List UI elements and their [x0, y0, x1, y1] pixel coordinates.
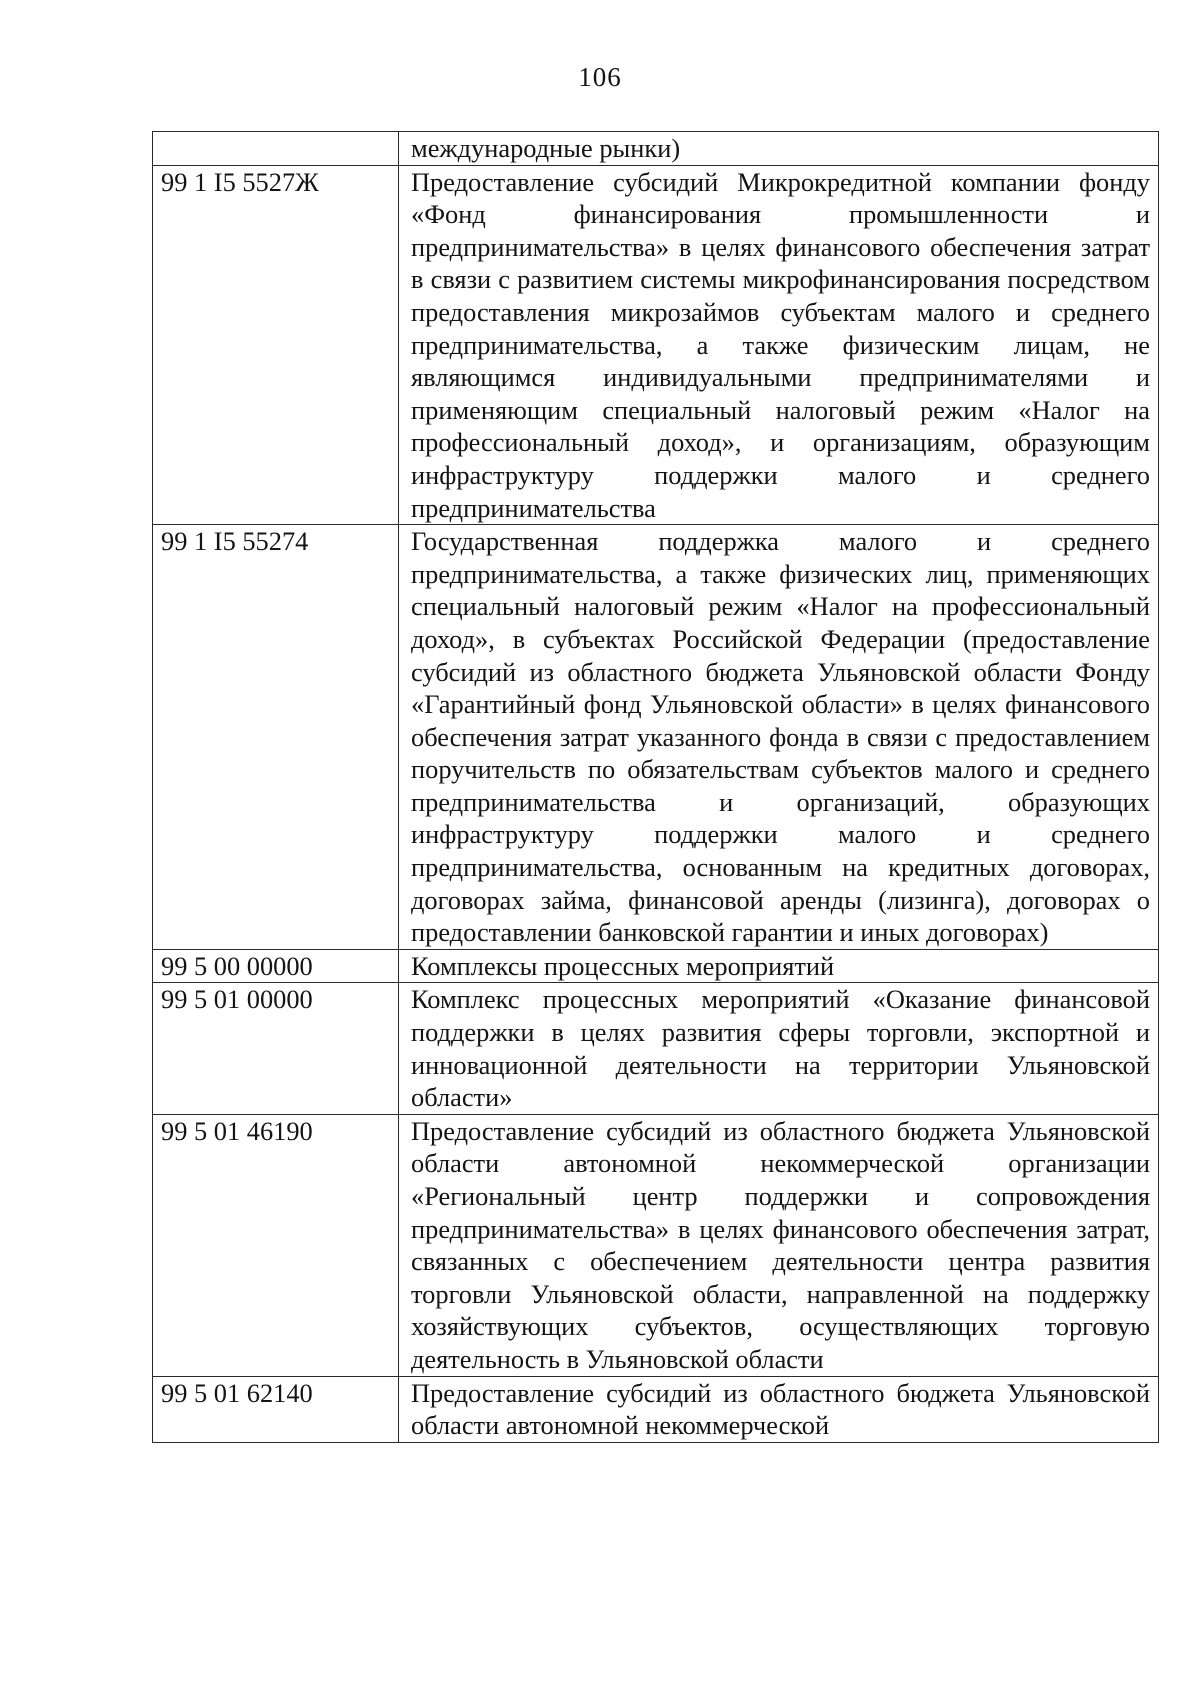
table-row	[153, 1114, 1159, 1376]
table-row	[153, 165, 1159, 525]
table-row	[153, 1376, 1159, 1442]
table-row	[153, 949, 1159, 983]
description-cell: Комплекс процессных мероприятий «Оказание финансовой поддержки в целях развития сферы торговли, экспортной и инновационной деятельности на территории Ульяновской области»	[399, 983, 1159, 1114]
code-cell	[153, 132, 399, 166]
description-cell: Предоставление субсидий Микрокредитной компании фонду «Фонд финансирования промышленности и предпринимательства» в целях финансового обеспечения затрат в связи с развитием системы микрофинансирования посредством предоставления микрозаймов субъектам малого и среднего предпринимательства, а также физическим лицам, не являющимся индивидуальными предпринимателями и применяющим специальный налоговый режим «Налог на профессиональный доход», и организациям, образующим инфраструктуру поддержки малого и среднего предпринимательства	[399, 165, 1159, 525]
description-cell: Государственная поддержка малого и среднего предпринимательства, а также физических лиц, применяющих специальный налоговый режим «Налог на профессиональный доход», в субъектах Российской Федерации (предоставление субсидий из областного бюджета Ульяновской области Фонду «Гарантийный фонд Ульяновской области» в целях финансового обеспечения затрат указанного фонда в связи с предоставлением поручительств по обязательствам субъектов малого и среднего предпринимательства и организаций, образующих инфраструктуру поддержки малого и среднего предпринимательства, основанным на кредитных договорах, договорах займа, финансовой аренды (лизинга), договорах о предоставлении банковской гарантии и иных договорах)	[399, 525, 1159, 950]
code-cell: 99 5 01 46190	[153, 1114, 399, 1376]
table-row	[153, 983, 1159, 1114]
budget-code-table	[152, 131, 1159, 1443]
description-cell: Предоставление субсидий из областного бюджета Ульяновской области автономной некоммерческой организации «Региональный центр поддержки и сопровождения предпринимательства» в целях финансового обеспечения затрат, связанных с обеспечением деятельности центра развития торговли Ульяновской области, направленной на поддержку хозяйствующих субъектов, осуществляющих торговую деятельность в Ульяновской области	[399, 1114, 1159, 1376]
description-cell: международные рынки)	[399, 132, 1159, 166]
table-row	[153, 132, 1159, 166]
code-cell: 99 1 I5 55274	[153, 525, 399, 950]
page-number: 106	[578, 62, 622, 92]
table-row	[153, 525, 1159, 950]
description-cell: Комплексы процессных мероприятий	[399, 949, 1159, 983]
code-cell: 99 5 01 62140	[153, 1376, 399, 1442]
code-cell: 99 1 I5 5527Ж	[153, 165, 399, 525]
code-cell: 99 5 01 00000	[153, 983, 399, 1114]
code-cell: 99 5 00 00000	[153, 949, 399, 983]
description-cell: Предоставление субсидий из областного бюджета Ульяновской области автономной некоммерческой	[399, 1376, 1159, 1442]
